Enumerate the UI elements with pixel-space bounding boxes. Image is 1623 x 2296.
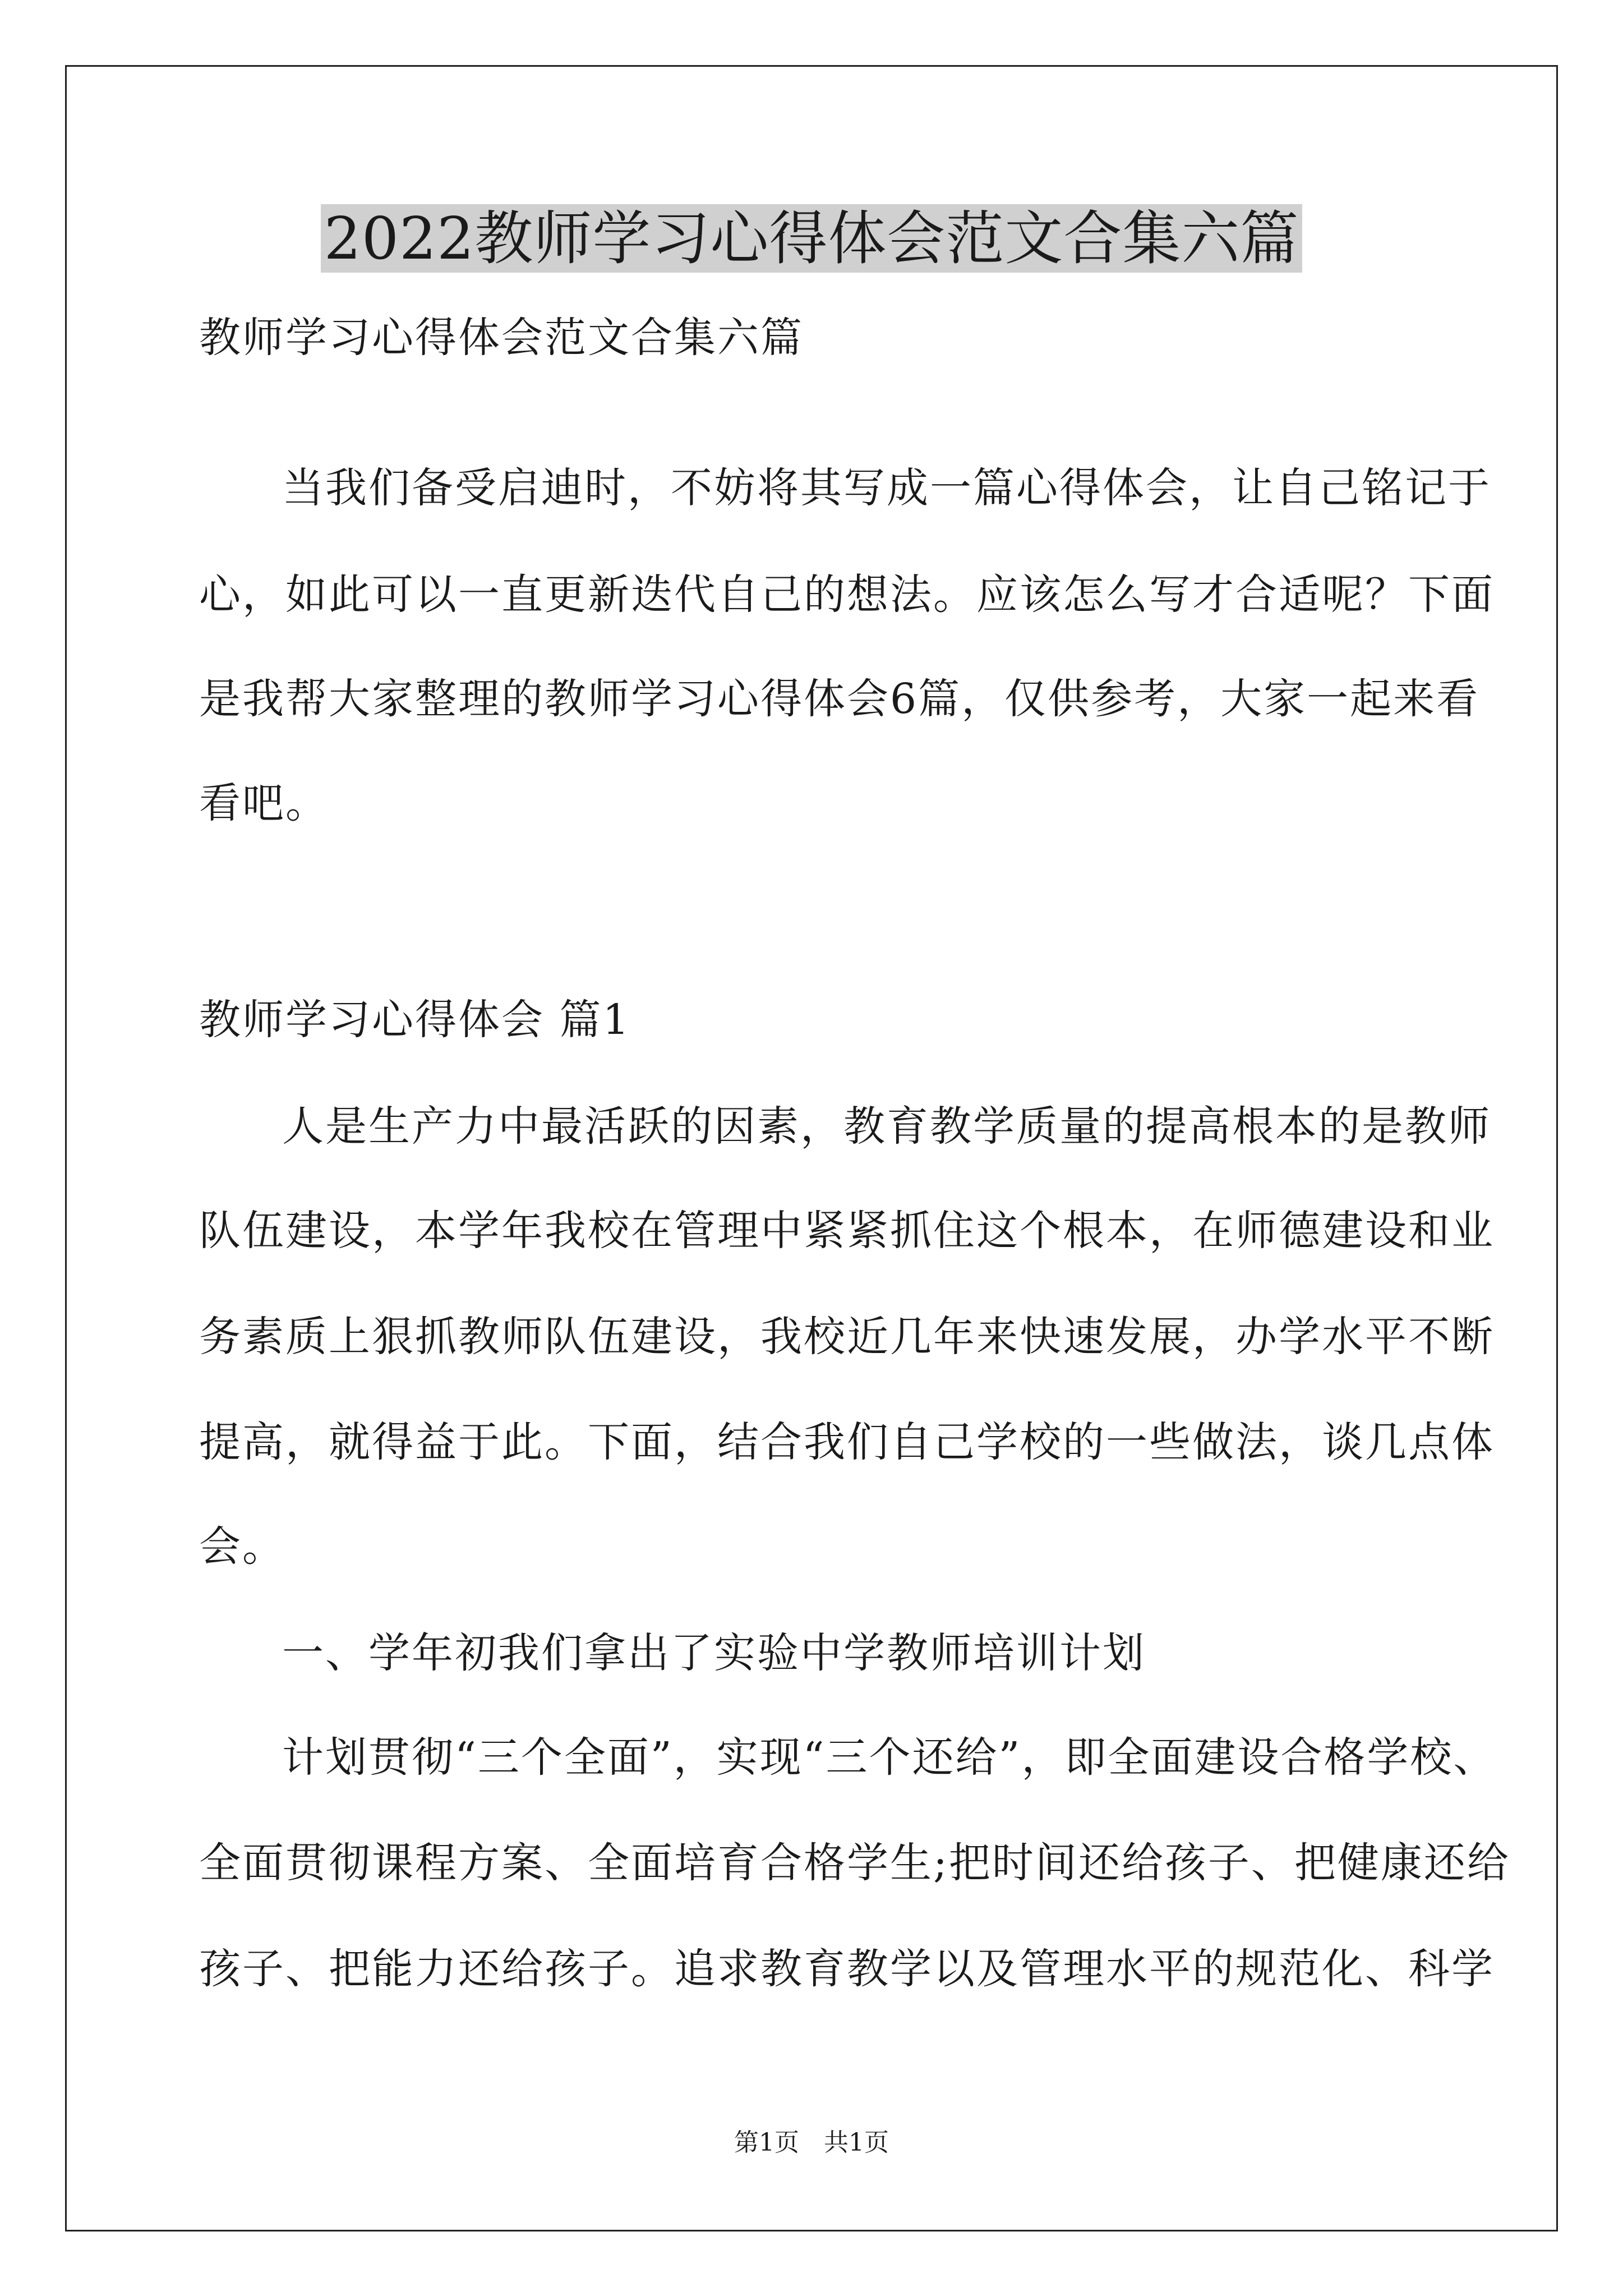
para2-line-1: 计划贯彻“三个全面”，实现“三个还给”，即全面建设合格学校、 [282, 1733, 1497, 1782]
para2-line-2: 全面贯彻课程方案、全面培育合格学生;把时间还给孩子、把健康还给 [199, 1839, 1510, 1887]
intro-line-2: 心，如此可以一直更新迭代自己的想法。应该怎么写才合适呢？下面 [199, 570, 1495, 619]
document-title [0, 196, 1623, 280]
page-footer [0, 2126, 1623, 2160]
intro-line-1: 当我们备受启迪时，不妨将其写成一篇心得体会，让自己铭记于 [282, 464, 1491, 512]
title-text: 2022教师学习心得体会范文合集六篇 [321, 204, 1303, 273]
para1-line-5: 会。 [199, 1522, 285, 1571]
intro-line-3: 是我帮大家整理的教师学习心得体会6篇，仅供参考，大家一起来看 [199, 675, 1480, 723]
para1-line-2: 队伍建设，本学年我校在管理中紧紧抓住这个根本，在师德建设和业 [199, 1207, 1495, 1255]
section-heading: 教师学习心得体会 篇1 [199, 996, 631, 1044]
para2-line-3: 孩子、把能力还给孩子。追求教育教学以及管理水平的规范化、科学 [199, 1945, 1495, 1993]
intro-line-4: 看吧。 [199, 779, 329, 827]
subtitle: 教师学习心得体会范文合集六篇 [199, 314, 804, 362]
para1-line-1: 人是生产力中最活跃的因素，教育教学质量的提高根本的是教师 [282, 1102, 1491, 1151]
para1-line-3: 务素质上狠抓教师队伍建设，我校近几年来快速发展，办学水平不断 [199, 1313, 1495, 1361]
page-number: 第1页 共1页 [734, 2128, 889, 2157]
point-1-heading: 一、学年初我们拿出了实验中学教师培训计划 [282, 1629, 1146, 1677]
para1-line-4: 提高，就得益于此。下面，结合我们自己学校的一些做法，谈几点体 [199, 1418, 1495, 1466]
